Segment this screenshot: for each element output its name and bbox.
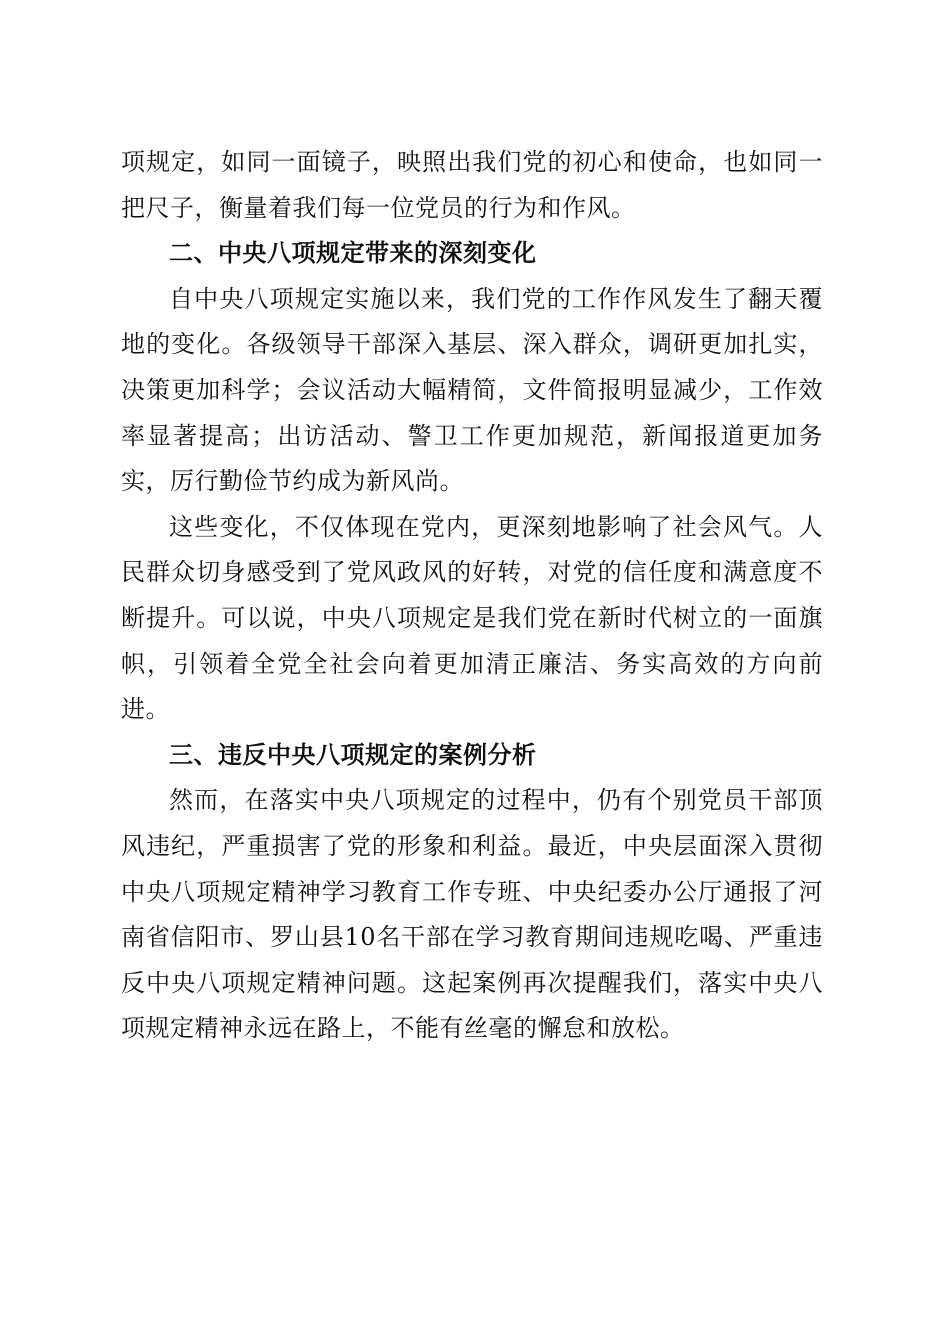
paragraph-continuation: 项规定，如同一面镜子，映照出我们党的初心和使命，也如同一把尺子，衡量着我们每一位党员的行为和作风。 — [121, 148, 823, 222]
paragraph-changes: 自中央八项规定实施以来，我们党的工作作风发生了翻天覆地的变化。各级领导干部深入基层、深入群众，调研更加扎实，决策更加科学；会议活动大幅精简，文件简报明显减少，工作效率显著提高；出访活动、警卫工作更加规范，新闻报道更加务实，厉行勤俭节约成为新风尚。 — [121, 284, 823, 496]
section-heading-2: 二、中央八项规定带来的深刻变化 — [169, 239, 537, 268]
paragraph-case-analysis: 然而，在落实中央八项规定的过程中，仍有个别党员干部顶风违纪，严重损害了党的形象和利益。最近，中央层面深入贯彻中央八项规定精神学习教育工作专班、中央纪委办公厅通报了河南省信阳市、罗山县10名干部在学习教育期间违规吃喝、严重违反中央八项规定精神问题。这起案例再次提醒我们，落实中央八项规定精神永远在路上，不能有丝毫的懈怠和放松。 — [121, 786, 823, 1043]
section-heading-3: 三、违反中央八项规定的案例分析 — [169, 740, 537, 769]
document-body — [121, 140, 823, 1052]
paragraph-social-impact: 这些变化，不仅体现在党内，更深刻地影响了社会风气。人民群众切身感受到了党风政风的好转，对党的信任度和满意度不断提升。可以说，中央八项规定是我们党在新时代树立的一面旗帜，引领着全党全社会向着更加清正廉洁、务实高效的方向前进。 — [121, 512, 823, 724]
